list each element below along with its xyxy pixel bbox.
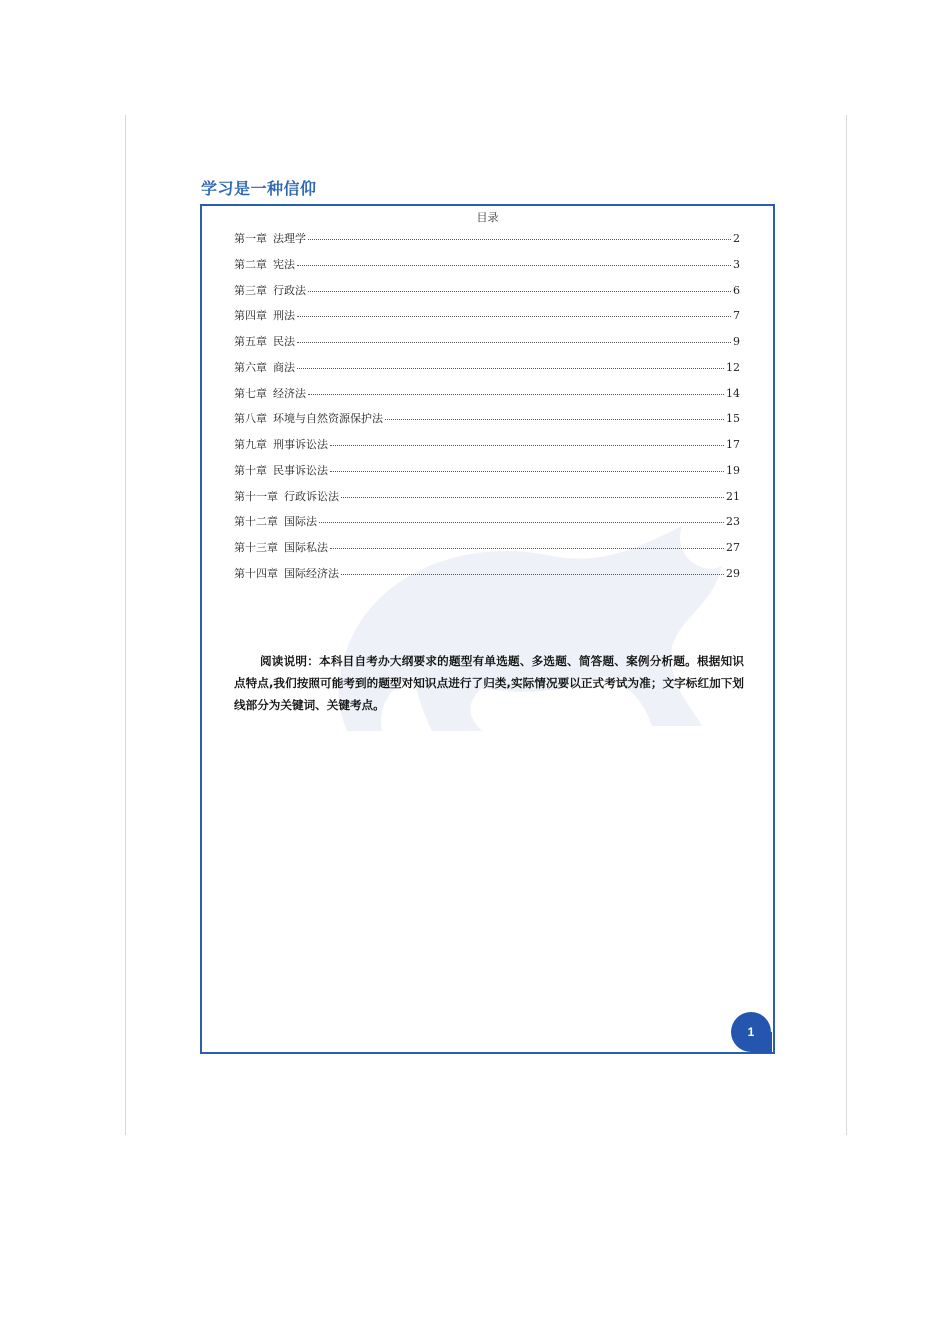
toc-page-number: 21 (726, 489, 740, 503)
toc-chapter: 第十一章 (234, 489, 278, 503)
toc-entry[interactable] (234, 462, 740, 488)
toc-chapter: 第七章 (234, 386, 267, 400)
toc-chapter: 第三章 (234, 283, 267, 297)
toc-leader-dots (330, 471, 724, 472)
toc-chapter: 第十四章 (234, 566, 278, 580)
toc-leader-dots (341, 497, 724, 498)
toc-chapter-name: 刑事诉讼法 (273, 438, 328, 451)
toc-chapter-name: 国际法 (284, 515, 317, 529)
toc-leader-dots (341, 574, 724, 575)
toc-leader-dots (297, 316, 731, 317)
toc-leader-dots (385, 419, 724, 420)
toc-page-number: 12 (726, 360, 740, 374)
toc-chapter-name: 宪法 (273, 257, 295, 271)
toc-chapter: 第十三章 (234, 541, 278, 554)
toc-page-number: 2 (733, 232, 740, 245)
toc-chapter-name: 法理学 (273, 232, 306, 245)
toc-page-number: 3 (733, 257, 740, 271)
page-margin-left (125, 115, 126, 1135)
toc-entry[interactable] (234, 513, 740, 539)
toc-chapter: 第一章 (234, 232, 267, 245)
toc-page-number: 27 (726, 541, 740, 554)
toc-chapter: 第十章 (234, 463, 267, 477)
toc-entry[interactable] (234, 307, 740, 333)
toc-entry[interactable] (234, 282, 740, 308)
toc-chapter-name: 民法 (273, 335, 295, 348)
toc-entry[interactable] (234, 333, 740, 359)
toc-chapter: 第六章 (234, 360, 267, 374)
toc-page-number: 17 (726, 438, 740, 451)
toc-leader-dots (308, 394, 724, 395)
toc-leader-dots (297, 265, 731, 266)
toc-page-number: 19 (726, 463, 740, 477)
toc-chapter-name: 行政诉讼法 (284, 489, 339, 503)
toc-leader-dots (308, 291, 731, 292)
toc-chapter: 第五章 (234, 335, 267, 348)
toc-chapter-name: 行政法 (273, 283, 306, 297)
toc-page-number: 29 (726, 566, 740, 580)
toc-entry[interactable] (234, 230, 740, 256)
reading-note: 阅读说明：本科目自考办大纲要求的题型有单选题、多选题、简答题、案例分析题。根据知识点特点,我们按照可能考到的题型对知识点进行了归类,实际情况要以正式考试为准；文字标红加下划线部分为关键词、关键考点。 (234, 653, 744, 712)
toc-entry[interactable] (234, 565, 740, 591)
toc-page-number: 9 (733, 335, 740, 348)
toc-entry[interactable] (234, 256, 740, 282)
toc-leader-dots (330, 445, 724, 446)
toc-chapter-name: 经济法 (273, 386, 306, 400)
toc-chapter: 第二章 (234, 257, 267, 271)
toc-page-number: 14 (726, 386, 740, 400)
toc-page-number: 7 (733, 309, 740, 323)
toc-leader-dots (330, 548, 724, 549)
page-number-badge: 1 (731, 1012, 771, 1052)
toc-chapter-name: 环境与自然资源保护法 (273, 412, 383, 426)
toc-leader-dots (319, 522, 724, 523)
toc-entry[interactable] (234, 539, 740, 565)
toc-title: 目录 (476, 211, 499, 224)
toc-list (234, 230, 740, 591)
toc-chapter: 第八章 (234, 412, 267, 426)
toc-entry[interactable] (234, 359, 740, 385)
toc-entry[interactable] (234, 410, 740, 436)
toc-page-number: 6 (733, 283, 740, 297)
toc-chapter-name: 国际私法 (284, 541, 328, 554)
toc-chapter-name: 刑法 (273, 309, 295, 323)
toc-page-number: 15 (726, 412, 740, 426)
toc-chapter: 第九章 (234, 438, 267, 451)
toc-entry[interactable] (234, 488, 740, 514)
toc-entry[interactable] (234, 436, 740, 462)
toc-leader-dots (297, 368, 724, 369)
toc-chapter: 第四章 (234, 309, 267, 323)
toc-page-number: 23 (726, 515, 740, 529)
toc-leader-dots (308, 239, 731, 240)
toc-chapter-name: 商法 (273, 360, 295, 374)
toc-chapter-name: 民事诉讼法 (273, 463, 328, 477)
page-margin-right (846, 115, 847, 1135)
toc-chapter-name: 国际经济法 (284, 566, 339, 580)
toc-leader-dots (297, 342, 731, 343)
header-title: 学习是一种信仰 (201, 179, 317, 198)
toc-entry[interactable] (234, 385, 740, 411)
toc-chapter: 第十二章 (234, 515, 278, 529)
content-frame (200, 204, 775, 1054)
